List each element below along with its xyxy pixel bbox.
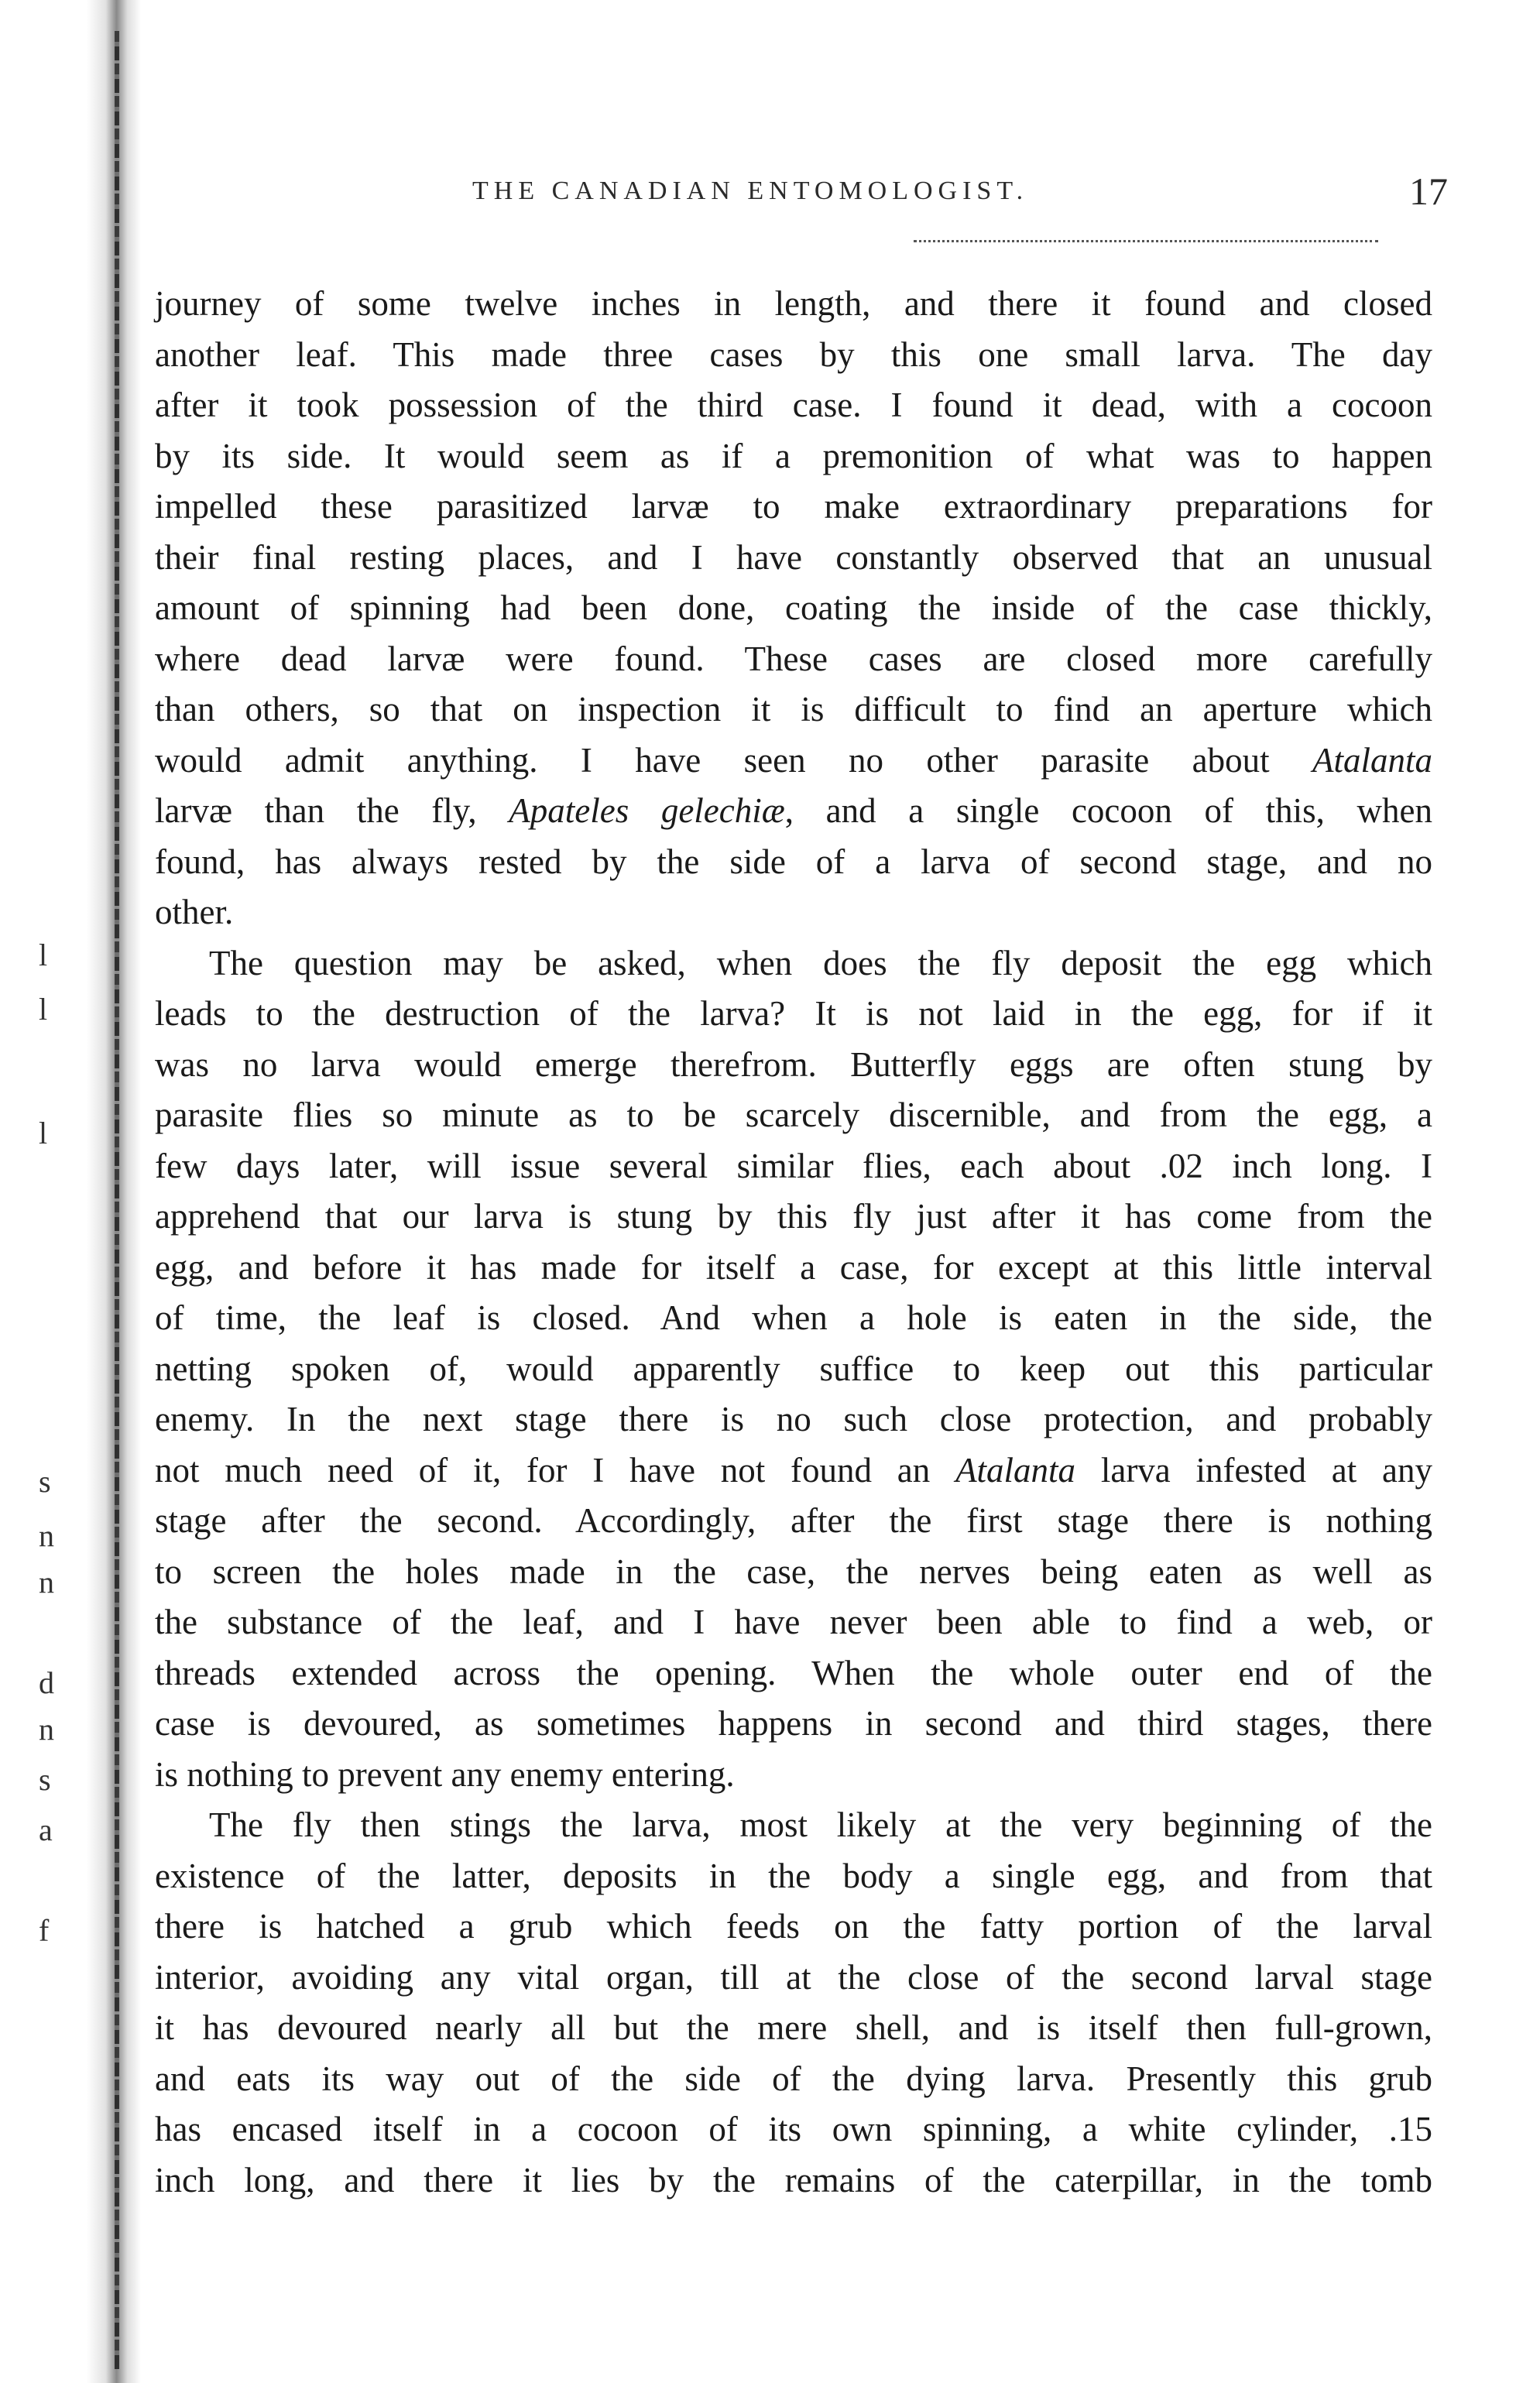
text-line: of time, the leaf is closed. And when a hole is eaten in the side, the (155, 1298, 1432, 1337)
text-line: The question may be asked, when does the fly deposit the egg which (209, 943, 1432, 982)
text-line: apprehend that our larva is stung by this fly just after it has come from the (155, 1197, 1432, 1236)
text-line: has encased itself in a cocoon of its own spinning, a white cylinder, .15 (155, 2110, 1432, 2148)
text-line: enemy. In the next stage there is no such close protection, and probably (155, 1400, 1432, 1438)
binding-edge (115, 31, 119, 2369)
margin-fragment: l (39, 1116, 48, 1150)
text-line: threads extended across the opening. When the whole outer end of the (155, 1653, 1432, 1692)
text-line: another leaf. This made three cases by this one small larva. The day (155, 334, 1432, 374)
text-line: than others, so that on inspection it is difficult to find an aperture which (155, 690, 1432, 729)
margin-fragment: f (39, 1913, 50, 1948)
running-title: THE CANADIAN ENTOMOLOGIST. (472, 177, 1029, 205)
text-line: there is hatched a grub which feeds on the fatty portion of the larval (155, 1907, 1432, 1946)
text-line: it has devoured nearly all but the mere shell, and is itself then full-grown, (155, 2008, 1432, 2047)
text-line: impelled these parasitized larvæ to make extraordinary preparations for (155, 487, 1432, 526)
text-line: not much need of it, for I have not found an Atalanta larva infested at any (155, 1450, 1432, 1490)
text-line: other. (155, 893, 234, 931)
text-line: netting spoken of, would apparently suffice to keep out this particular (155, 1349, 1432, 1388)
text-line: journey of some twelve inches in length, and there it found and closed (155, 284, 1432, 323)
margin-fragment: n (39, 1565, 54, 1600)
text-line: would admit anything. I have seen no other parasite about Atalanta (155, 740, 1432, 780)
text-line: case is devoured, as sometimes happens in second and third stages, there (155, 1704, 1432, 1743)
text-line: is nothing to prevent any enemy entering. (155, 1754, 735, 1794)
text-line: The fly then stings the larva, most likely at the very beginning of the (209, 1805, 1432, 1844)
text-line: existence of the latter, deposits in the body a single egg, and from that (155, 1856, 1432, 1895)
text-line: few days later, will issue several similar flies, each about .02 inch long. I (155, 1146, 1432, 1185)
margin-fragment: n (39, 1518, 54, 1553)
margin-fragment: l (39, 938, 48, 972)
text-line: to screen the holes made in the case, the nerves being eaten as well as (155, 1552, 1432, 1591)
paragraph (155, 938, 1432, 1801)
text-line: larvæ than the fly, Apateles gelechiæ, and a single cocoon of this, when (155, 791, 1432, 830)
text-line: their final resting places, and I have constantly observed that an unusual (155, 537, 1432, 577)
margin-fragment: l (39, 992, 48, 1027)
paragraph (155, 1800, 1432, 2206)
text-line: and eats its way out of the side of the dying larva. Presently this grub (155, 2059, 1432, 2098)
margin-fragment: a (39, 1812, 53, 1847)
page-number: 17 (1409, 170, 1448, 213)
text-line: egg, and before it has made for itself a case, for except at this little interval (155, 1247, 1432, 1287)
page-header (155, 169, 1456, 223)
margin-fragment: s (39, 1464, 51, 1499)
margin-fragments (23, 890, 101, 2052)
text-line: leads to the destruction of the larva? It is not laid in the egg, for if it (155, 994, 1432, 1033)
paragraph (155, 279, 1432, 938)
body-text (155, 279, 1432, 2206)
margin-fragment: s (39, 1762, 51, 1797)
text-line: the substance of the leaf, and I have never been able to find a web, or (155, 1603, 1432, 1641)
text-line: inch long, and there it lies by the remains of the caterpillar, in the tomb (155, 2160, 1432, 2200)
text-line: by its side. It would seem as if a premonition of what was to happen (155, 436, 1432, 475)
text-line: was no larva would emerge therefrom. Butterfly eggs are often stung by (155, 1044, 1432, 1084)
margin-fragment: d (39, 1665, 54, 1700)
text-line: parasite flies so minute as to be scarcely discernible, and from the egg, a (155, 1095, 1432, 1134)
margin-fragment: n (39, 1712, 54, 1747)
text-line: where dead larvæ were found. These cases are closed more carefully (155, 639, 1432, 678)
text-line: after it took possession of the third case. I found it dead, with a cocoon (155, 386, 1432, 424)
header-rule (914, 240, 1378, 245)
text-line: found, has always rested by the side of a larva of second stage, and no (155, 842, 1432, 881)
text-line: interior, avoiding any vital organ, till at the close of the second larval stage (155, 1957, 1432, 1997)
text-line: amount of spinning had been done, coating the inside of the case thickly, (155, 588, 1432, 627)
text-line: stage after the second. Accordingly, after the first stage there is nothing (155, 1501, 1432, 1540)
